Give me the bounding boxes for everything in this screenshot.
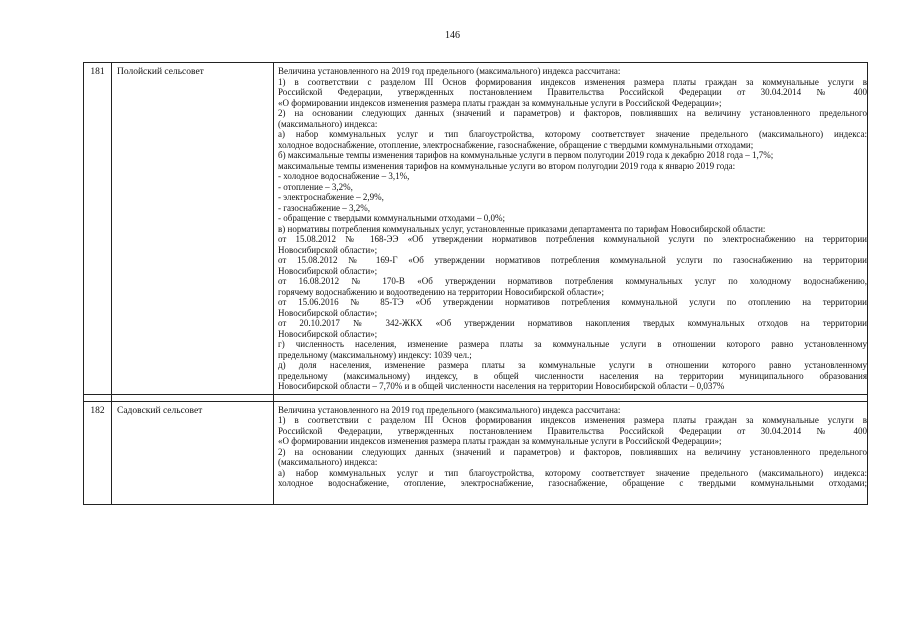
municipality-name: Садовский сельсовет bbox=[112, 401, 274, 504]
index-description bbox=[274, 63, 868, 395]
description-line: - холодное водоснабжение – 3,1%, bbox=[278, 171, 410, 181]
table-row bbox=[84, 63, 868, 395]
description-line: (максимального) индекса: bbox=[278, 457, 378, 467]
description-line: предельному (максимальному) индексу: 1039 чел.; bbox=[278, 349, 472, 360]
page-number: 146 bbox=[445, 30, 460, 41]
description-line: (максимального) индекса: bbox=[278, 118, 378, 129]
description-line: максимальные темпы изменения тарифов на коммунальные услуги во втором полугодии 2019 года к январю 2019 года: bbox=[278, 160, 736, 171]
row-number: 181 bbox=[84, 63, 112, 395]
description-line: Новосибирской области»; bbox=[278, 328, 378, 339]
description-line: 1) в соответствии с разделом III Основ формирования индексов изменения размера платы граждан за коммунальные услуги в bbox=[278, 415, 867, 425]
description-line: «О формировании индексов изменения размера платы граждан за коммунальные услуги в Российской Федерации»; bbox=[278, 436, 722, 446]
description-line: 2) на основании следующих данных (значений и параметров) и факторов, повлиявших на величину установленного предельного bbox=[278, 446, 867, 457]
description-line: Российской Федерации, утвержденных постановлением Правительства Российской Федерации от 30.04.2014 № 400 bbox=[278, 425, 867, 436]
description-line: - обращение с твердыми коммунальными отходами – 0,0%; bbox=[278, 213, 506, 223]
description-line: от 15.08.2012 № 169-Г «Об утверждении нормативов потребления коммунальной услуги по газоснабжению на территории bbox=[278, 255, 867, 265]
description-line: Величина установленного на 2019 год предельного (максимального) индекса рассчитана: bbox=[278, 404, 621, 415]
table-row bbox=[84, 401, 868, 504]
description-line: г) численность населения, изменение размера платы за коммунальные услуги в отношении которого равно установленному bbox=[278, 339, 867, 349]
description-line: от 20.10.2017 № 342-ЖКХ «Об утверждении нормативов накопления твердых коммунальных отходов на территории bbox=[278, 318, 867, 328]
description-line: холодное водоснабжение, отопление, электроснабжение, газоснабжение, обращение с твердыми коммунальными отходами; bbox=[278, 478, 867, 488]
municipality-name: Полойский сельсовет bbox=[112, 63, 274, 395]
description-line: Новосибирской области – 7,70% и в общей численности населения на территории Новосибирской области – 0,037% bbox=[278, 381, 725, 391]
description-line: горячему водоснабжению и водоотведению на территории Новосибирской области»; bbox=[278, 286, 604, 297]
description-line: в) нормативы потребления коммунальных услуг, установленные приказами департамента по тарифам Новосибирской области: bbox=[278, 223, 766, 234]
description-line: - отопление – 3,2%, bbox=[278, 181, 353, 192]
description-line: Новосибирской области»; bbox=[278, 244, 378, 255]
description-line: 1) в соответствии с разделом III Основ формирования индексов изменения размера платы граждан за коммунальные услуги в bbox=[278, 76, 867, 87]
description-line: предельному (максимальному) индексу, в общей численности населения на территории муниципального образования bbox=[278, 370, 867, 381]
description-line: б) максимальные темпы изменения тарифов на коммунальные услуги в первом полугодии 2019 года к декабрю 2018 года – 1,7%; bbox=[278, 150, 774, 160]
description-line: от 16.08.2012 № 170-В «Об утверждении нормативов потребления коммунальных услуг по холодному водоснабжению, bbox=[278, 276, 867, 286]
description-line: Новосибирской области»; bbox=[278, 265, 378, 276]
description-line: «О формировании индексов изменения размера платы граждан за коммунальные услуги в Российской Федерации»; bbox=[278, 97, 722, 108]
description-line: холодное водоснабжение, отопление, электроснабжение, газоснабжение, обращение с твердыми коммунальными отходами; bbox=[278, 139, 754, 150]
description-line: - электроснабжение – 2,9%, bbox=[278, 192, 384, 202]
description-line: Российской Федерации, утвержденных постановлением Правительства Российской Федерации от 30.04.2014 № 400 bbox=[278, 87, 867, 97]
tariff-index-table bbox=[83, 62, 868, 505]
row-gap bbox=[84, 394, 868, 401]
description-line: от 15.06.2016 № 85-ТЭ «Об утверждении нормативов потребления коммунальной услуги по отоплению на территории bbox=[278, 297, 867, 307]
description-line: 2) на основании следующих данных (значений и параметров) и факторов, повлиявших на величину установленного предельного bbox=[278, 108, 867, 118]
description-line: от 15.08.2012 № 168-ЭЭ «Об утверждении нормативов потребления коммунальной услуги по электроснабжению на территории bbox=[278, 234, 867, 244]
description-line: а) набор коммунальных услуг и тип благоустройства, которому соответствует значение предельного (максимального) индекса: bbox=[278, 467, 867, 478]
row-number: 182 bbox=[84, 401, 112, 504]
description-line: - газоснабжение – 3,2%, bbox=[278, 202, 371, 213]
description-line: Новосибирской области»; bbox=[278, 307, 378, 318]
description-line: Величина установленного на 2019 год предельного (максимального) индекса рассчитана: bbox=[278, 66, 621, 76]
description-line: а) набор коммунальных услуг и тип благоустройства, которому соответствует значение предельного (максимального) индекса: bbox=[278, 129, 867, 139]
index-description bbox=[274, 401, 868, 504]
description-line: д) доля населения, изменение размера платы за коммунальные услуги в отношении которого равно установленному bbox=[278, 360, 867, 370]
